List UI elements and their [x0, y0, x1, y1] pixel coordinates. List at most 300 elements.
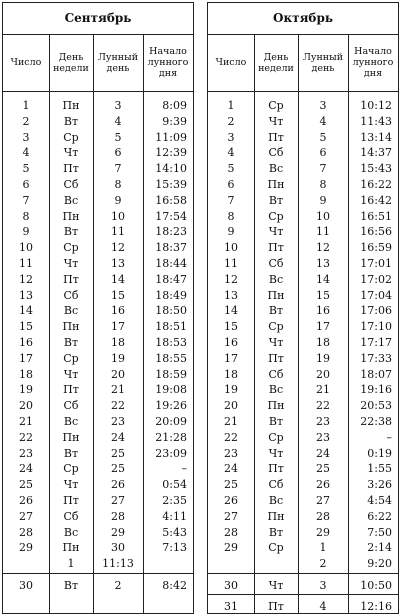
table-row [208, 130, 398, 145]
cell-weekday: Чт [63, 367, 79, 381]
cell-number: 28 [19, 525, 33, 539]
table-row [3, 303, 193, 318]
cell-weekday: Пн [62, 541, 80, 555]
cell-weekday: Вс [63, 525, 79, 539]
cell-lunar-day: 23 [316, 430, 330, 444]
cell-lunar-start: 16:51 [360, 209, 392, 223]
cell-lunar-start: 15:43 [360, 162, 392, 176]
table-row [208, 145, 398, 160]
cell-lunar-day: 23 [111, 415, 125, 428]
cell-number: 11 [224, 257, 238, 270]
cell-lunar-start: 18:07 [360, 367, 392, 381]
cell-lunar-day: 22 [111, 399, 125, 413]
cell-lunar-start: 11:09 [155, 130, 187, 144]
cell-lunar-start: 7:13 [162, 541, 187, 555]
cell-weekday: Пн [267, 399, 285, 413]
cell-lunar-start: 16:22 [360, 178, 392, 191]
cell-lunar-start: 2:14 [367, 541, 392, 555]
cell-weekday: Ср [268, 99, 284, 112]
cell-number: 30 [19, 579, 33, 592]
header-lunar-start: Начало лунного дня [147, 46, 189, 79]
cell-weekday: Сб [63, 178, 79, 191]
cell-number: 2 [227, 114, 235, 128]
table-row [208, 224, 398, 239]
cell-lunar-day: 4 [319, 114, 327, 128]
cell-lunar-day: 11:13 [102, 557, 134, 571]
cell-weekday: Пн [62, 430, 80, 444]
cell-lunar-start: 4:11 [162, 509, 187, 523]
header-lunar-day: Лунный день [97, 51, 139, 74]
cell-lunar-start: 14:37 [360, 146, 392, 160]
table-row [3, 288, 193, 303]
cell-weekday: Вс [63, 415, 79, 428]
cell-number: 7 [22, 193, 30, 207]
cell-number: 27 [224, 509, 238, 523]
cell-weekday: Вт [268, 193, 284, 207]
table-row [3, 477, 193, 492]
cell-weekday: Вт [63, 446, 79, 460]
table-row [208, 477, 398, 492]
cell-weekday: Пн [62, 209, 80, 223]
cell-weekday: Пт [268, 130, 284, 144]
cell-lunar-start: 19:16 [360, 383, 392, 397]
cell-number: 18 [224, 367, 238, 381]
cell-number: 26 [19, 494, 33, 507]
cell-number: 1 [22, 99, 30, 112]
cell-number: 20 [224, 399, 238, 413]
cell-lunar-day: 19 [316, 351, 330, 365]
cell-number: 29 [19, 541, 33, 555]
cell-lunar-day: 14 [111, 272, 125, 286]
cell-lunar-day: 6 [114, 146, 122, 160]
cell-lunar-start: – [386, 430, 392, 444]
cell-number: 28 [224, 525, 238, 539]
cell-lunar-start: 22:38 [360, 415, 392, 428]
table-row [3, 161, 193, 176]
cell-lunar-day: 8 [319, 178, 327, 191]
cell-number: 14 [19, 304, 33, 318]
cell-weekday: Сб [268, 478, 284, 492]
cell-lunar-day: 29 [111, 525, 125, 539]
header-weekday: День недели [53, 51, 89, 74]
cell-number: 10 [19, 241, 33, 255]
cell-number: 6 [22, 178, 30, 191]
cell-lunar-day: 4 [114, 114, 122, 128]
cell-number: 12 [19, 272, 33, 286]
table-row [3, 224, 193, 239]
cell-lunar-start: 4:54 [367, 494, 392, 507]
table-row [208, 573, 398, 592]
cell-lunar-day: 24 [316, 446, 330, 460]
cell-number: 17 [224, 351, 238, 365]
cell-lunar-day: 10 [111, 209, 125, 223]
table-row [208, 594, 398, 613]
table-row [3, 461, 193, 476]
cell-lunar-day: 6 [319, 146, 327, 160]
cell-lunar-start: 0:54 [162, 478, 187, 492]
cell-number: 22 [19, 430, 33, 444]
cell-lunar-day: 22 [316, 399, 330, 413]
cell-weekday: Пн [267, 288, 285, 302]
table-header [3, 34, 193, 92]
table-title: Октябрь [208, 3, 398, 35]
header-lunar-day: Лунный день [302, 51, 344, 74]
cell-number: 19 [224, 383, 238, 397]
cell-lunar-day: 2 [319, 557, 327, 571]
cell-weekday: Вт [268, 304, 284, 318]
cell-weekday: Вс [268, 494, 284, 507]
cell-lunar-day: 10 [316, 209, 330, 223]
cell-number: 19 [19, 383, 33, 397]
cell-lunar-day: 15 [111, 288, 125, 302]
cell-number: 3 [22, 130, 30, 144]
cell-weekday: Чт [268, 579, 284, 592]
cell-lunar-day: 21 [111, 383, 125, 397]
cell-weekday: Чт [268, 114, 284, 128]
cell-number: 11 [19, 257, 33, 270]
cell-lunar-start: 2:35 [162, 494, 187, 507]
cell-lunar-day: 20 [111, 367, 125, 381]
cell-lunar-day: 9 [319, 193, 327, 207]
table-row [3, 193, 193, 208]
cell-lunar-start: 18:59 [155, 367, 187, 381]
table-row [3, 556, 193, 571]
cell-weekday: Сб [63, 509, 79, 523]
table-row [3, 414, 193, 429]
cell-number: 10 [224, 241, 238, 255]
cell-lunar-start: 21:28 [155, 430, 187, 444]
table-row [208, 509, 398, 524]
table-row [3, 351, 193, 366]
table-row [3, 130, 193, 145]
cell-lunar-start: 17:04 [360, 288, 392, 302]
cell-number: 5 [22, 162, 30, 176]
cell-weekday: Вс [268, 383, 284, 397]
cell-lunar-start: 8:42 [162, 579, 187, 592]
cell-lunar-day: 23 [316, 415, 330, 428]
cell-lunar-start: 12:16 [360, 599, 392, 613]
table-row [3, 493, 193, 508]
cell-weekday: Вс [63, 193, 79, 207]
cell-lunar-start: 17:06 [360, 304, 392, 318]
cell-lunar-day: 5 [114, 130, 122, 144]
cell-number: 25 [19, 478, 33, 492]
cell-lunar-day: 4 [319, 599, 327, 613]
table-row [3, 430, 193, 445]
cell-number: 15 [19, 320, 33, 334]
table-row [208, 382, 398, 397]
table-row [208, 461, 398, 476]
cell-weekday: Пт [63, 494, 79, 507]
table-row [3, 540, 193, 555]
table-row [3, 525, 193, 540]
cell-lunar-day: 25 [316, 462, 330, 476]
table-row [3, 398, 193, 413]
cell-number: 3 [227, 130, 235, 144]
table-row [208, 525, 398, 540]
cell-lunar-day: 21 [316, 383, 330, 397]
cell-lunar-start: 20:09 [155, 415, 187, 428]
cell-lunar-start: 18:49 [155, 288, 187, 302]
table-row [208, 556, 398, 571]
cell-weekday: Чт [268, 225, 284, 239]
table-row [3, 256, 193, 271]
cell-weekday: Ср [268, 430, 284, 444]
cell-lunar-day: 29 [316, 525, 330, 539]
cell-weekday: Сб [63, 288, 79, 302]
cell-lunar-day: 12 [316, 241, 330, 255]
cell-lunar-day: 15 [316, 288, 330, 302]
cell-number: 9 [227, 225, 235, 239]
cell-number: 15 [224, 320, 238, 334]
cell-weekday: Вт [63, 579, 79, 592]
cell-lunar-day: 25 [111, 462, 125, 476]
table-row [3, 573, 193, 592]
cell-number: 2 [22, 114, 30, 128]
cell-weekday: Ср [63, 241, 79, 255]
table-row [3, 367, 193, 382]
cell-lunar-day: 20 [316, 367, 330, 381]
cell-number: 22 [224, 430, 238, 444]
cell-lunar-day: 26 [316, 478, 330, 492]
cell-lunar-start: 17:33 [360, 351, 392, 365]
cell-weekday: Вт [63, 114, 79, 128]
table-row [208, 209, 398, 224]
cell-lunar-day: 27 [316, 494, 330, 507]
cell-number: 30 [224, 579, 238, 592]
table-row [3, 98, 193, 113]
table-row [208, 446, 398, 461]
cell-lunar-day: 28 [111, 509, 125, 523]
cell-lunar-start: 3:26 [367, 478, 392, 492]
cell-lunar-day: 28 [316, 509, 330, 523]
cell-lunar-start: – [181, 462, 187, 476]
cell-weekday: Пн [267, 178, 285, 191]
cell-lunar-start: 17:54 [155, 209, 187, 223]
cell-number: 27 [19, 509, 33, 523]
cell-lunar-start: 18:53 [155, 336, 187, 349]
table-row [3, 335, 193, 350]
cell-lunar-start: 8:09 [162, 99, 187, 112]
table-row [3, 177, 193, 192]
cell-lunar-day: 3 [319, 579, 327, 592]
cell-weekday: Сб [268, 257, 284, 270]
cell-lunar-day: 27 [111, 494, 125, 507]
table-row [208, 161, 398, 176]
table-row [208, 493, 398, 508]
cell-number: 21 [19, 415, 33, 428]
table-row [208, 288, 398, 303]
cell-lunar-day: 7 [114, 162, 122, 176]
cell-number: 4 [22, 146, 30, 160]
cell-lunar-day: 7 [319, 162, 327, 176]
cell-weekday: Ср [268, 209, 284, 223]
cell-weekday: 1 [67, 557, 75, 571]
cell-lunar-start: 17:10 [360, 320, 392, 334]
table-row [208, 335, 398, 350]
cell-number: 8 [227, 209, 235, 223]
table-row [3, 145, 193, 160]
cell-number: 23 [19, 446, 33, 460]
cell-lunar-start: 14:10 [155, 162, 187, 176]
cell-lunar-start: 6:22 [367, 509, 392, 523]
cell-lunar-day: 8 [114, 178, 122, 191]
table-row [208, 303, 398, 318]
cell-lunar-start: 17:17 [360, 336, 392, 349]
cell-weekday: Пн [62, 320, 80, 334]
table-title: Сентябрь [3, 3, 193, 35]
cell-weekday: Пт [63, 162, 79, 176]
cell-weekday: Пн [267, 509, 285, 523]
cell-number: 7 [227, 193, 235, 207]
cell-lunar-day: 18 [111, 336, 125, 349]
table-row [3, 319, 193, 334]
cell-number: 18 [19, 367, 33, 381]
cell-number: 17 [19, 351, 33, 365]
cell-weekday: Чт [63, 146, 79, 160]
cell-weekday: Чт [63, 257, 79, 270]
cell-number: 14 [224, 304, 238, 318]
cell-lunar-start: 7:50 [367, 525, 392, 539]
cell-weekday: Ср [63, 462, 79, 476]
cell-number: 24 [224, 462, 238, 476]
table-row [208, 98, 398, 113]
cell-number: 24 [19, 462, 33, 476]
september-table [2, 2, 194, 614]
cell-lunar-start: 0:19 [367, 446, 392, 460]
cell-number: 12 [224, 272, 238, 286]
table-row [208, 367, 398, 382]
cell-number: 8 [22, 209, 30, 223]
cell-number: 13 [224, 288, 238, 302]
cell-lunar-day: 9 [114, 193, 122, 207]
cell-lunar-start: 10:12 [360, 99, 392, 112]
cell-lunar-day: 3 [319, 99, 327, 112]
cell-lunar-start: 17:02 [360, 272, 392, 286]
cell-weekday: Сб [63, 399, 79, 413]
cell-lunar-start: 18:50 [155, 304, 187, 318]
cell-weekday: Вс [268, 162, 284, 176]
cell-lunar-start: 9:20 [367, 557, 392, 571]
table-row [208, 398, 398, 413]
table-header [208, 34, 398, 92]
cell-weekday: Сб [268, 367, 284, 381]
table-row [3, 114, 193, 129]
cell-lunar-start: 18:44 [155, 257, 187, 270]
cell-lunar-start: 20:53 [360, 399, 392, 413]
cell-number: 20 [19, 399, 33, 413]
cell-weekday: Пн [62, 99, 80, 112]
table-row [3, 272, 193, 287]
cell-weekday: Вс [63, 304, 79, 318]
cell-lunar-day: 3 [114, 99, 122, 112]
cell-lunar-start: 9:39 [162, 114, 187, 128]
table-row [208, 540, 398, 555]
cell-weekday: Сб [268, 146, 284, 160]
cell-weekday: Ср [268, 320, 284, 334]
cell-weekday: Вт [63, 336, 79, 349]
table-row [208, 114, 398, 129]
cell-lunar-start: 5:43 [162, 525, 187, 539]
cell-weekday: Чт [63, 478, 79, 492]
cell-number: 9 [22, 225, 30, 239]
cell-lunar-day: 26 [111, 478, 125, 492]
cell-number: 23 [224, 446, 238, 460]
cell-lunar-start: 18:51 [155, 320, 187, 334]
cell-lunar-day: 30 [111, 541, 125, 555]
table-row [3, 382, 193, 397]
cell-number: 13 [19, 288, 33, 302]
table-row [208, 319, 398, 334]
cell-lunar-day: 2 [114, 579, 122, 592]
cell-lunar-day: 18 [316, 336, 330, 349]
cell-weekday: Пт [268, 351, 284, 365]
cell-lunar-start: 18:37 [155, 241, 187, 255]
cell-lunar-start: 18:47 [155, 272, 187, 286]
header-number: Число [215, 57, 247, 68]
header-weekday: День недели [258, 51, 294, 74]
cell-lunar-start: 16:59 [360, 241, 392, 255]
cell-number: 16 [224, 336, 238, 349]
cell-lunar-start: 18:23 [155, 225, 187, 239]
table-row [3, 509, 193, 524]
cell-lunar-start: 13:14 [360, 130, 392, 144]
cell-lunar-day: 5 [319, 130, 327, 144]
header-number: Число [10, 57, 42, 68]
cell-number: 21 [224, 415, 238, 428]
cell-weekday: Ср [268, 541, 284, 555]
cell-weekday: Пт [268, 241, 284, 255]
cell-lunar-day: 17 [316, 320, 330, 334]
table-row [208, 193, 398, 208]
table-row [3, 209, 193, 224]
cell-lunar-start: 12:39 [155, 146, 187, 160]
table-row [208, 351, 398, 366]
october-table [207, 2, 399, 614]
cell-number: 26 [224, 494, 238, 507]
cell-lunar-start: 23:09 [155, 446, 187, 460]
cell-number: 6 [227, 178, 235, 191]
cell-lunar-start: 10:50 [360, 579, 392, 592]
cell-lunar-start: 19:26 [155, 399, 187, 413]
cell-lunar-day: 24 [111, 430, 125, 444]
cell-lunar-start: 16:42 [360, 193, 392, 207]
cell-lunar-start: 11:43 [360, 114, 392, 128]
cell-weekday: Пт [63, 272, 79, 286]
cell-weekday: Вт [268, 415, 284, 428]
cell-number: 1 [227, 99, 235, 112]
cell-lunar-day: 13 [316, 257, 330, 270]
cell-weekday: Пт [268, 462, 284, 476]
cell-lunar-day: 11 [316, 225, 330, 239]
cell-weekday: Пт [268, 599, 284, 613]
cell-number: 5 [227, 162, 235, 176]
cell-lunar-day: 25 [111, 446, 125, 460]
cell-weekday: Вт [268, 525, 284, 539]
cell-lunar-start: 19:08 [155, 383, 187, 397]
table-row [208, 256, 398, 271]
cell-number: 29 [224, 541, 238, 555]
table-row [208, 240, 398, 255]
cell-weekday: Вт [63, 225, 79, 239]
table-row [208, 177, 398, 192]
cell-weekday: Чт [268, 336, 284, 349]
table-row [208, 414, 398, 429]
table-row [3, 446, 193, 461]
cell-weekday: Пт [63, 383, 79, 397]
cell-lunar-day: 12 [111, 241, 125, 255]
cell-lunar-day: 11 [111, 225, 125, 239]
